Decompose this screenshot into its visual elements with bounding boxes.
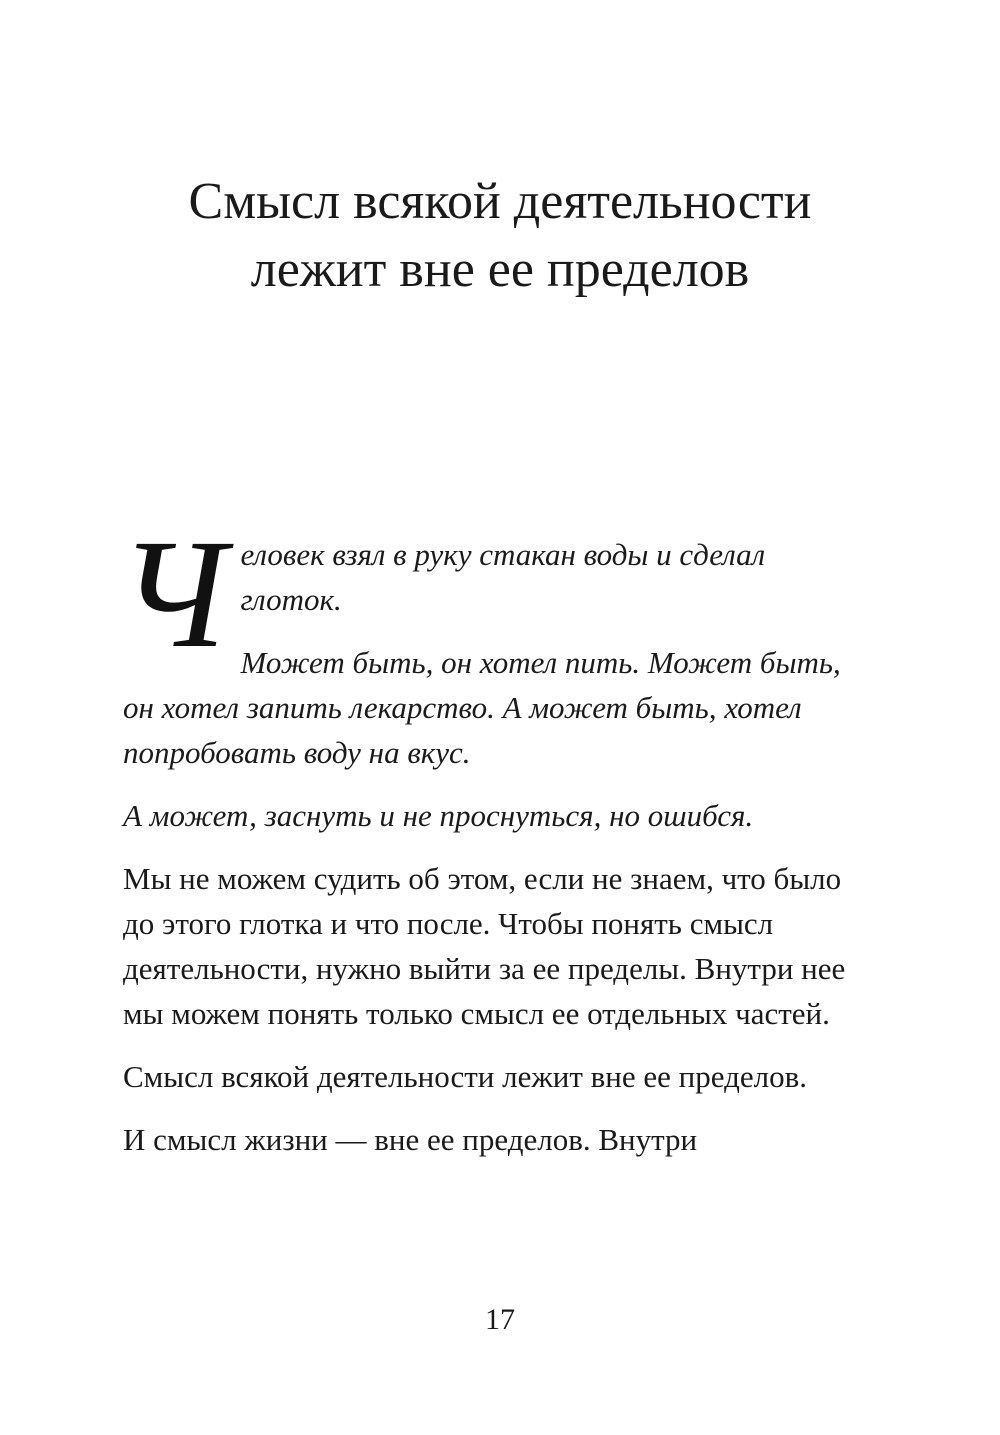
chapter-title [0, 168, 1000, 304]
paragraph-4: Мы не можем судить об этом, если не знаем, что было до этого глотка и что после. Чтобы понять смысл деятельности, нужно выйти за ее пределы. Внутри нее мы можем понять только смысл ее отдельных частей. [123, 861, 846, 1031]
drop-cap: Ч [119, 507, 227, 680]
paragraph-3: А может, заснуть и не проснуться, но ошибся. [123, 798, 754, 833]
paragraph-2: Может быть, он хотел пить. Может быть, он хотел запить лекарство. А может быть, хотел попробовать воду на вкус. [123, 645, 841, 770]
paragraph-1-text: еловек взял в руку стакан воды и сделал глоток. [240, 537, 766, 617]
paragraph-5: Смысл всякой деятельности лежит вне ее пределов. [123, 1059, 807, 1094]
chapter-title-line-1: Смысл всякой деятельности [188, 173, 812, 230]
paragraph-6: И смысл жизни — вне ее пределов. Внутри [123, 1122, 698, 1157]
page-number: 17 [485, 1303, 515, 1336]
chapter-title-line-2: лежит вне ее пределов [250, 241, 750, 298]
chapter-body [119, 507, 863, 1180]
paragraph-1 [119, 507, 863, 680]
